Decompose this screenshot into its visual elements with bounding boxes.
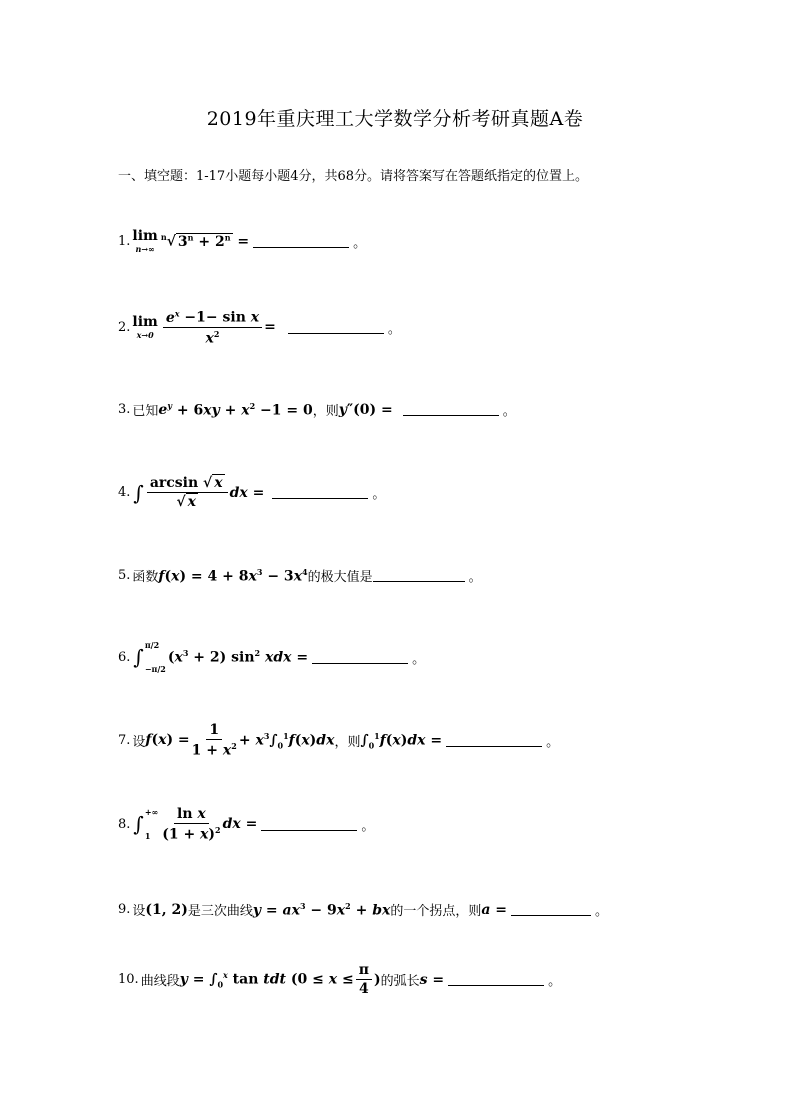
punctuation: 。	[412, 651, 426, 667]
question-9	[118, 900, 608, 919]
limit-symbol: lim n→∞	[132, 228, 158, 254]
question-number: 4.	[118, 485, 131, 500]
punctuation: 。	[353, 235, 367, 251]
section-heading: 一、填空题：1-17小题每小题4分，共68分。请将答案写在答题纸指定的位置上。	[118, 169, 589, 184]
formula: $y = \int_0^x$ tan tdt (0 ≤ x ≤	[179, 969, 354, 990]
question-number: 3.	[118, 402, 131, 417]
question-text: 已知	[132, 404, 159, 419]
punctuation: 。	[361, 818, 375, 834]
punctuation: 。	[387, 321, 401, 337]
limit-symbol: lim x→0	[132, 314, 158, 341]
formula-fraction: $\frac{\arcsin √ x}{√ x}$	[147, 475, 228, 510]
question-6	[118, 640, 425, 674]
formula: $^n$√ $3^n + 2^n$ =	[160, 232, 250, 250]
question-text: ，则	[312, 404, 339, 419]
formula: $e^y + 6xy + x^2 -1 = 0$	[158, 400, 313, 419]
page-title: 2019年重庆理工大学数学分析考研真题A卷	[206, 108, 584, 130]
integral-symbol: ∫	[133, 812, 144, 837]
question-10: 10. 曲线段 $y = \int_0^x$ tan tdt (0 ≤ x ≤ $\frac{\pi}{4}$ ) 的弧长 s = 。	[118, 962, 562, 997]
formula: (1, 2)	[145, 901, 188, 918]
question-text: 设	[132, 904, 146, 919]
question-text: 是三次曲线	[187, 904, 253, 919]
question-7	[118, 722, 559, 759]
question-number: 1.	[118, 233, 131, 249]
question-number: 6.	[118, 649, 131, 665]
answer-blank	[403, 403, 499, 416]
formula-fraction: $\frac{e^x -1- \sin x}{x^2}$	[163, 308, 262, 346]
question-text: 的一个拐点，则	[390, 904, 482, 919]
question-3	[118, 400, 516, 419]
question-number: 9.	[118, 902, 131, 917]
question-number: 5.	[118, 568, 131, 583]
answer-blank	[312, 651, 408, 664]
question-text: 的极大值是	[307, 570, 373, 585]
punctuation: 。	[548, 974, 562, 989]
integral-bounds: π/2 −π/2	[144, 640, 166, 674]
punctuation: 。	[595, 904, 609, 919]
question-text: ，则	[334, 734, 361, 750]
question-2: 2. lim x→0 $\frac{e^x -1- \sin x}{x^2}$ = 。	[118, 308, 401, 347]
answer-blank	[448, 973, 544, 986]
question-1	[118, 228, 366, 254]
formula-fraction: $\frac{\pi}{4}$	[356, 962, 372, 997]
question-text: 设	[132, 734, 146, 750]
formula: s =	[419, 971, 445, 988]
question-text: 曲线段	[140, 974, 180, 989]
formula: $\int_0^1f(x)dx$ =	[360, 730, 443, 751]
answer-blank	[261, 818, 357, 831]
answer-blank	[446, 734, 542, 747]
answer-blank	[253, 235, 349, 248]
answer-blank	[288, 321, 384, 334]
formula: y″(0) =	[338, 401, 393, 418]
integral-symbol: ∫	[133, 480, 144, 505]
answer-blank	[272, 486, 368, 499]
question-text: 的弧长	[380, 974, 420, 989]
formula: f(x) =	[145, 732, 190, 749]
question-number: 2.	[118, 319, 131, 335]
formula: + $x^3\int_0^1f(x)dx$	[238, 730, 335, 751]
answer-blank	[511, 903, 591, 916]
question-4: 4. ∫ $\frac{\arcsin √ x}{√ x}$ dx = 。	[118, 475, 386, 510]
punctuation: 。	[546, 734, 560, 750]
question-number: 8.	[118, 816, 131, 832]
formula-fraction: $\frac{1}{1 + x^2}$	[191, 722, 237, 759]
punctuation: 。	[372, 487, 386, 502]
formula: $f(x) = 4 + 8x^3 - 3x^4$	[158, 566, 308, 585]
formula-fraction: $\frac{\text{ln x}}{(1 + x)^2}$	[162, 806, 221, 843]
punctuation: 。	[468, 570, 482, 585]
question-number: 7.	[118, 732, 131, 748]
question-8: 8. ∫ +∞ 1 $\frac{\text{ln x}}{(1 + x)^2}$ dx = 。	[118, 806, 375, 843]
answer-blank	[373, 569, 465, 582]
question-text: 函数	[132, 570, 159, 585]
formula: a =	[481, 901, 508, 918]
question-5	[118, 566, 482, 585]
formula: $(x^3 + 2)$ $\sin^2$ xdx =	[167, 648, 309, 666]
formula: $y = ax^3 - 9x^2$ + bx	[252, 900, 391, 919]
integral-bounds: +∞ 1	[144, 807, 159, 842]
integral-symbol: ∫	[133, 645, 144, 669]
question-number: 10.	[118, 972, 139, 987]
punctuation: 。	[502, 404, 516, 419]
